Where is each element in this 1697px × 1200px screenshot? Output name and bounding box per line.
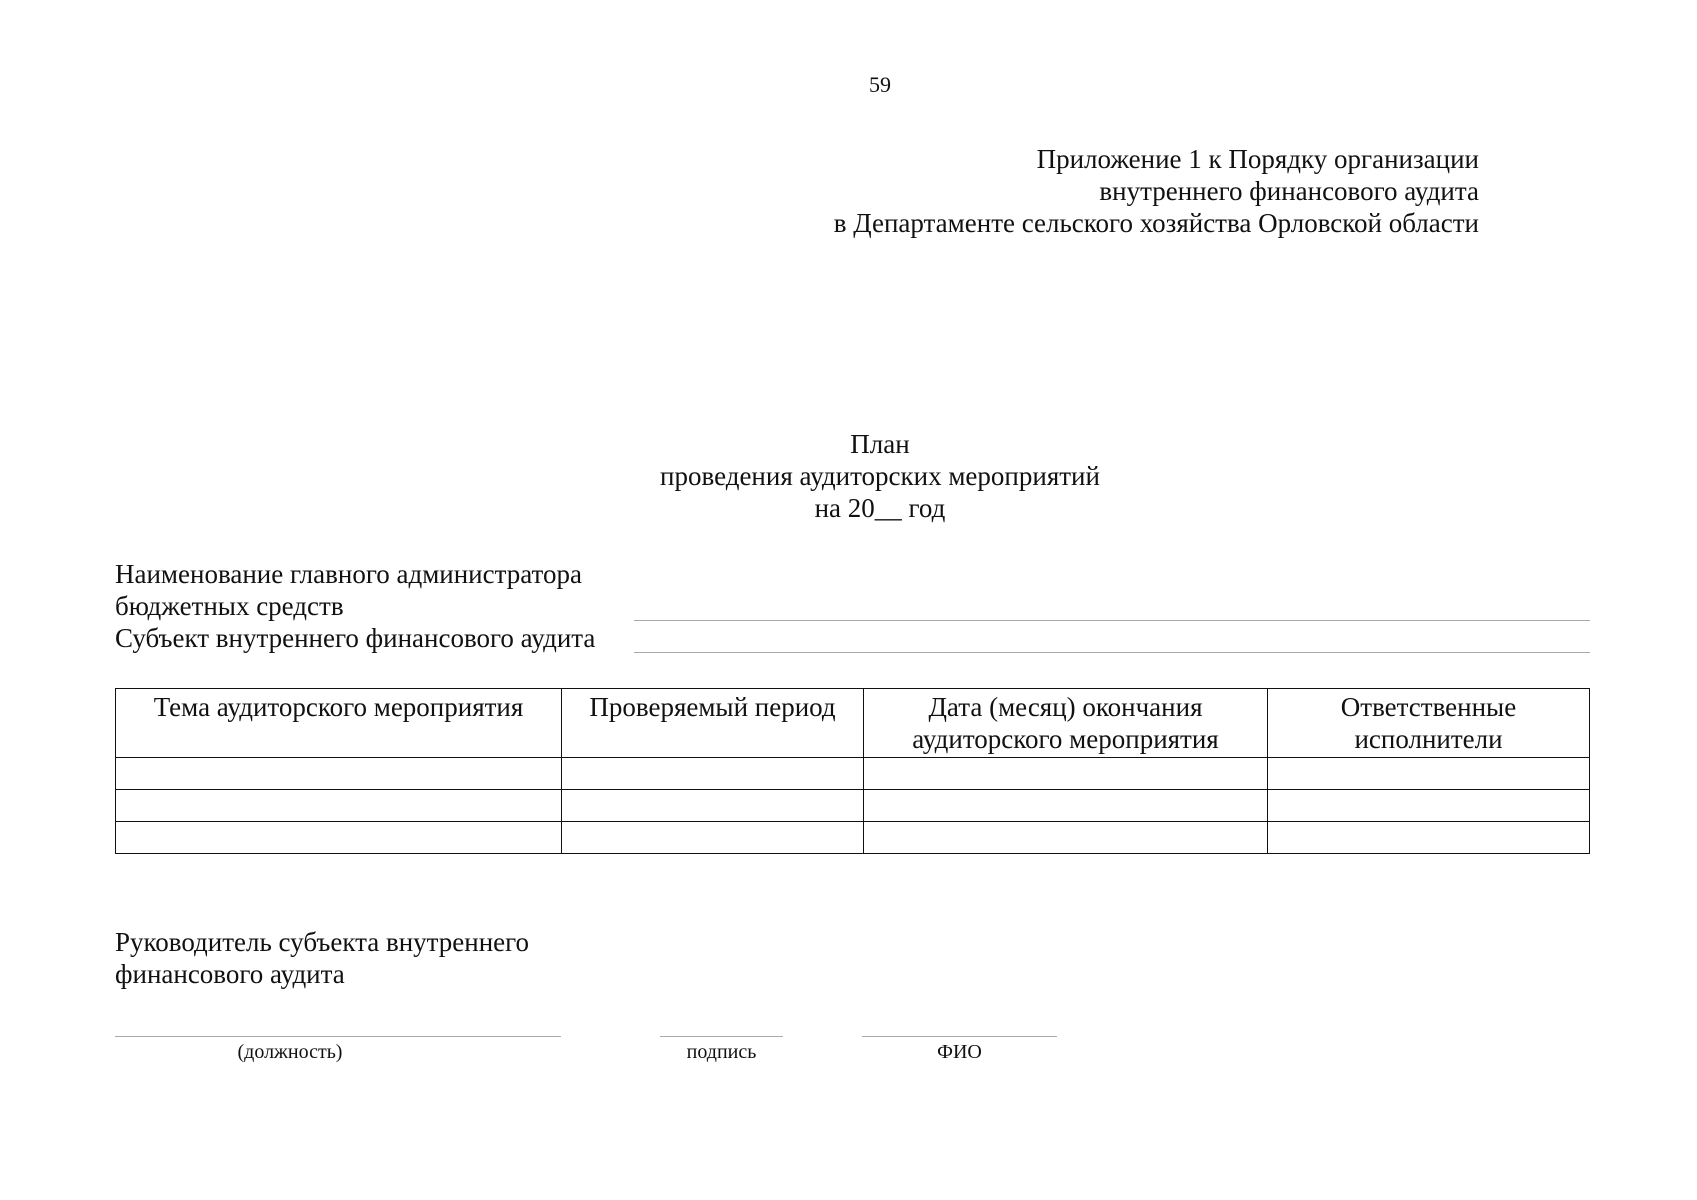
position-caption: (должность) — [237, 1041, 343, 1063]
table-cell[interactable] — [562, 822, 864, 854]
table-cell[interactable] — [116, 822, 562, 854]
signature-caption: подпись — [686, 1041, 757, 1063]
table-cell[interactable] — [562, 790, 864, 822]
administrator-label-line-2: бюджетных средств — [115, 591, 344, 621]
table-row — [116, 758, 1590, 790]
header-executors: Ответственные исполнители — [1268, 689, 1590, 758]
appendix-line-2: внутреннего финансового аудита — [1099, 176, 1479, 206]
table-cell[interactable] — [1268, 790, 1590, 822]
title-line-2: проведения аудиторских мероприятий — [660, 461, 1100, 491]
table-header-row — [116, 689, 1590, 758]
header-topic: Тема аудиторского мероприятия — [116, 689, 562, 758]
subject-field[interactable] — [634, 652, 1590, 653]
appendix-note — [834, 143, 1479, 239]
table-row — [116, 790, 1590, 822]
table-cell[interactable] — [864, 758, 1268, 790]
head-label-line-2: финансового аудита — [115, 959, 345, 989]
appendix-line-1: Приложение 1 к Порядку организации — [1036, 144, 1479, 174]
header-period: Проверяемый период — [562, 689, 864, 758]
head-of-subject-label — [115, 926, 529, 990]
appendix-line-3: в Департаменте сельского хозяйства Орловской области — [833, 208, 1479, 238]
full-name-line[interactable] — [862, 1036, 1057, 1037]
title-line-1: План — [850, 429, 910, 459]
table-cell[interactable] — [116, 758, 562, 790]
subject-label: Субъект внутреннего финансового аудита — [115, 623, 596, 653]
table-cell[interactable] — [1268, 822, 1590, 854]
table-cell[interactable] — [562, 758, 864, 790]
administrator-label-line-1: Наименование главного администратора — [115, 559, 582, 589]
table-row — [116, 822, 1590, 854]
signature-line[interactable] — [660, 1036, 783, 1037]
table-cell[interactable] — [116, 790, 562, 822]
administrator-field[interactable] — [634, 620, 1590, 621]
title-line-3: на 20__ год — [814, 493, 946, 523]
table-cell[interactable] — [1268, 758, 1590, 790]
table-cell[interactable] — [864, 790, 1268, 822]
table-cell[interactable] — [864, 822, 1268, 854]
audit-plan-table — [115, 688, 1590, 854]
header-end-date: Дата (месяц) окончания аудиторского мероприятия — [864, 689, 1268, 758]
position-line[interactable] — [115, 1036, 561, 1037]
head-label-line-1: Руководитель субъекта внутреннего — [115, 927, 530, 957]
document-title — [0, 428, 1697, 524]
page-number: 59 — [869, 72, 891, 97]
full-name-caption: ФИО — [937, 1041, 982, 1063]
